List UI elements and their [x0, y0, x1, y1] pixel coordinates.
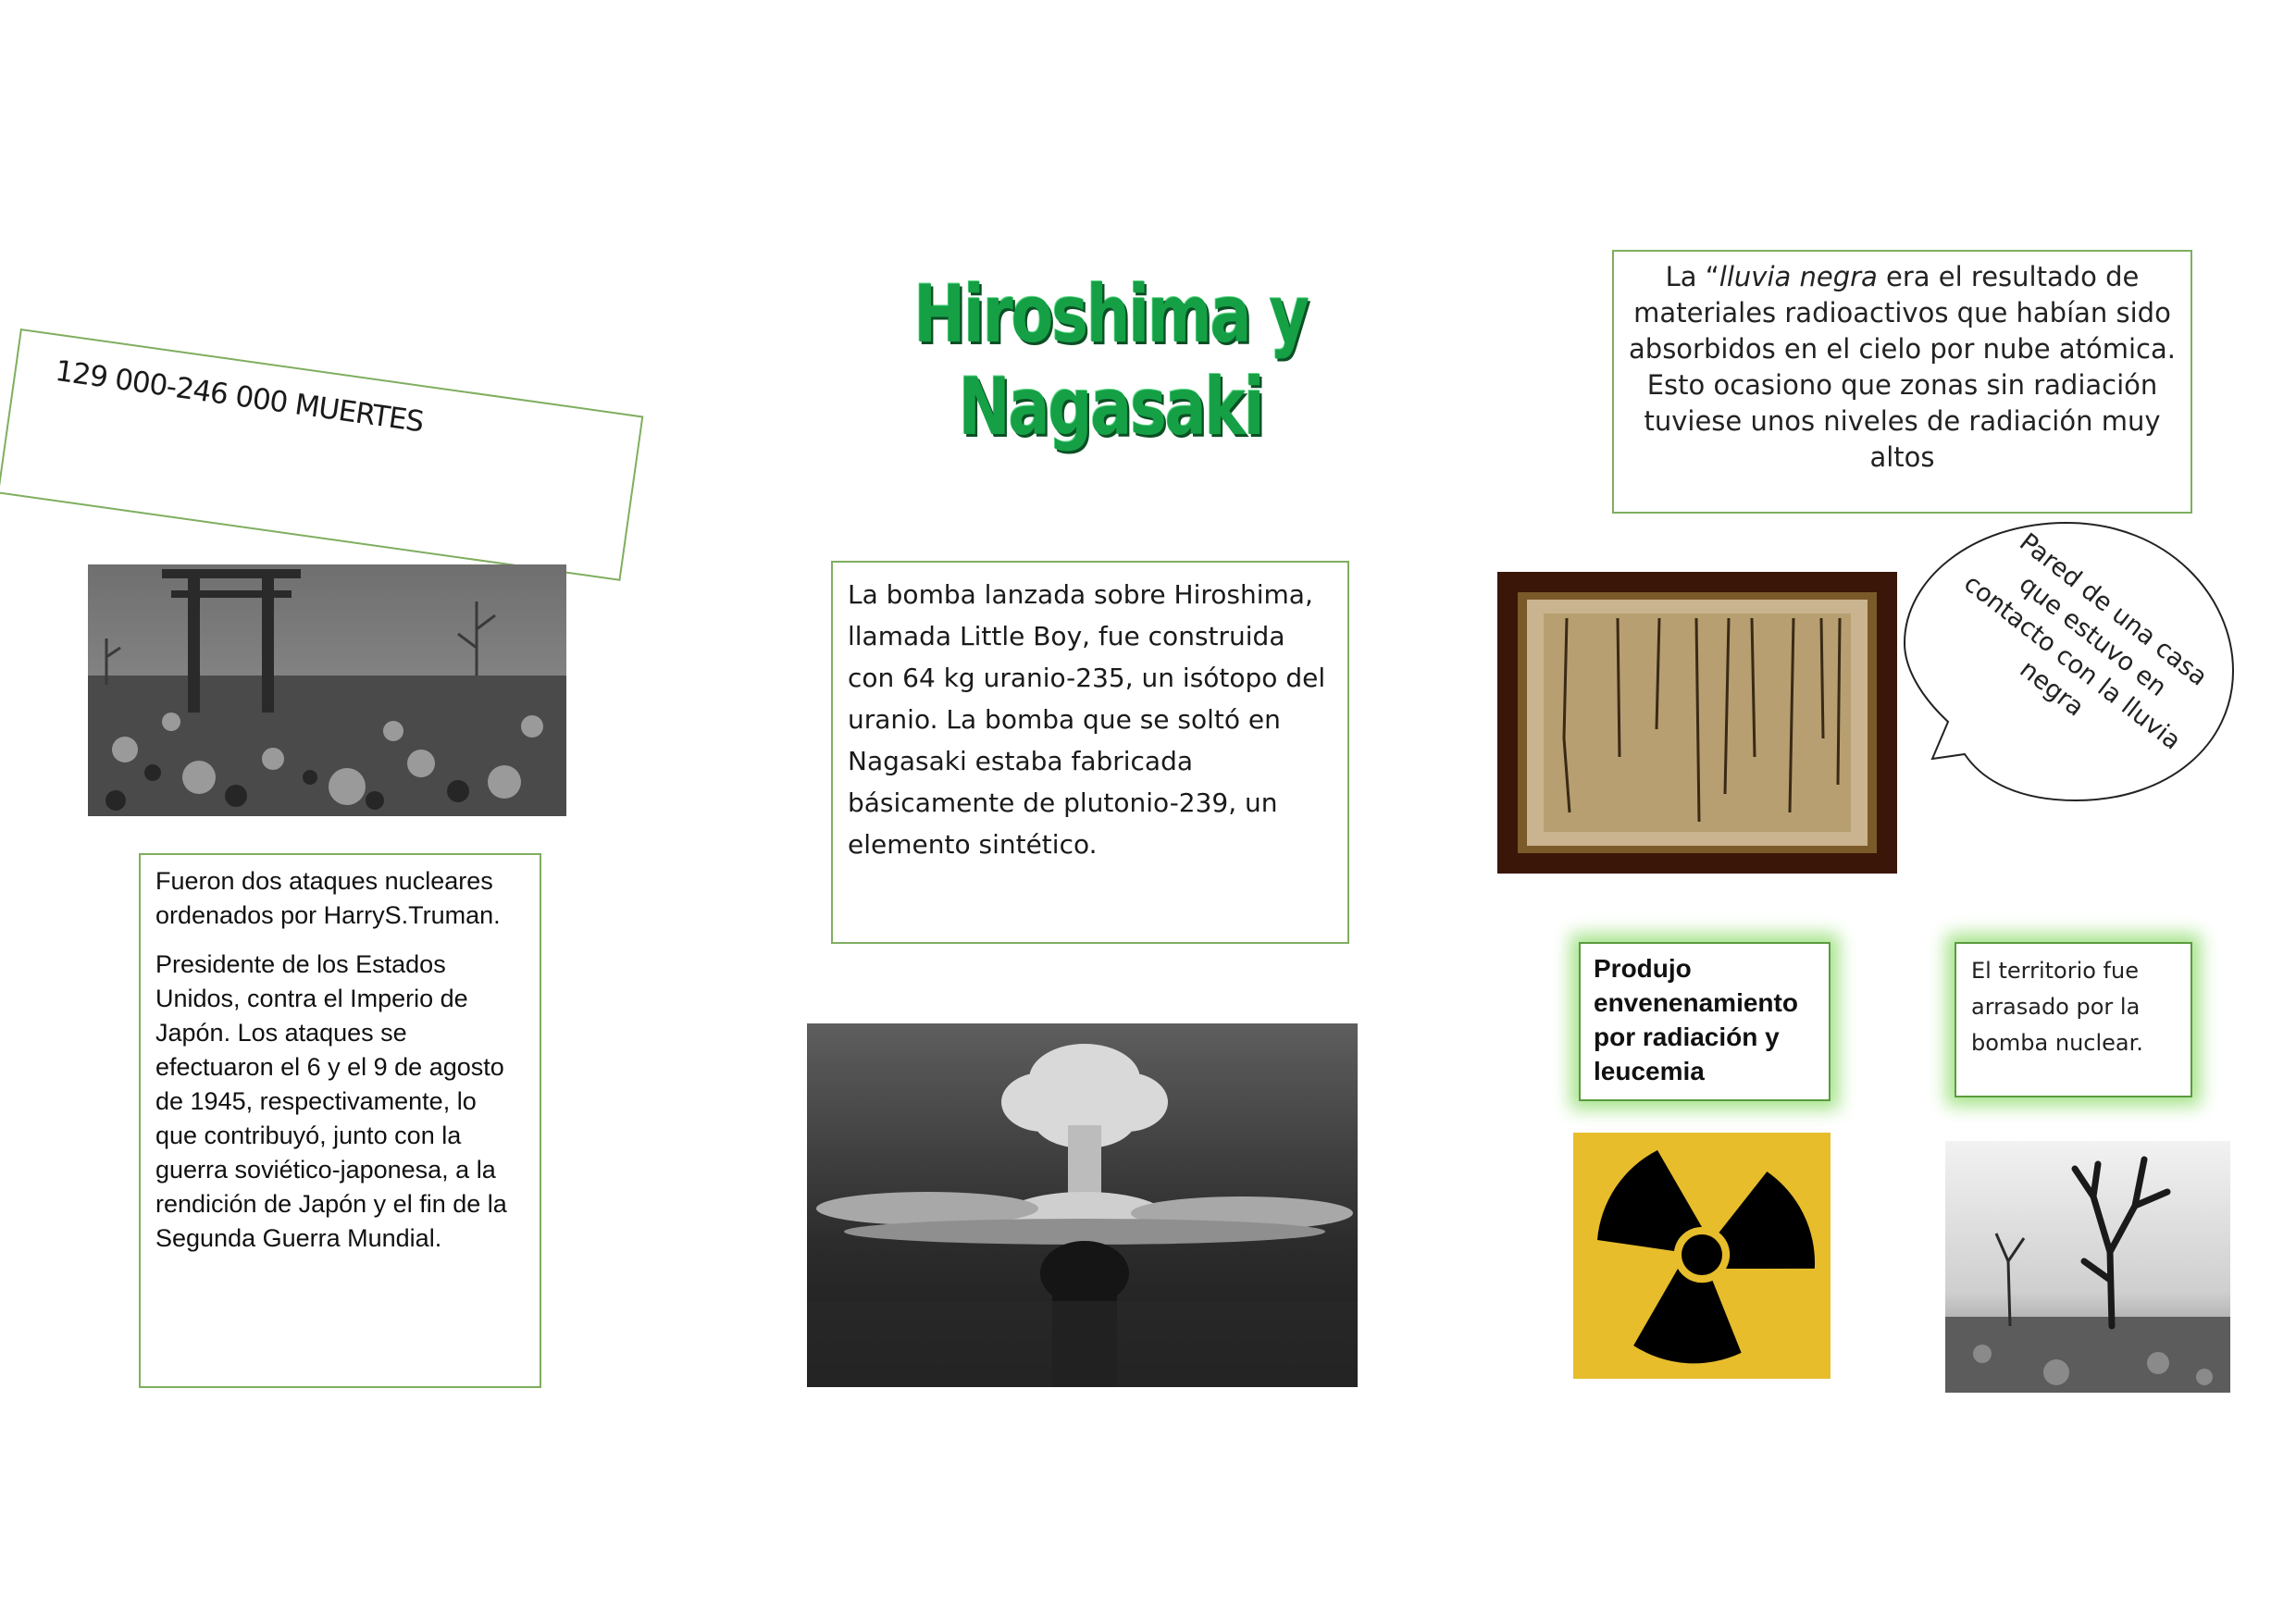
mushroom-cloud-photo [807, 1023, 1358, 1387]
attacks-paragraph-2: Presidente de los Estados Unidos, contra el Imperio de Japón. Los ataques se efectuaron el 6 y el 9 de agosto de 1945, respectivamente, lo que contribuyó, junto con la guerra soviético-japonesa, a la rendición de Japón y el fin de la Segunda Guerra Mundial. [155, 950, 507, 1252]
poisoning-box [1579, 942, 1831, 1101]
territory-box [1955, 942, 2192, 1097]
page-title: Hiroshima y Nagasaki [913, 268, 1308, 453]
bomb-info-text: La bomba lanzada sobre Hiroshima, llamada Little Boy, fue construida con 64 kg uranio-235, un isótopo del uranio. La bomba que se soltó en Nagasaki estaba fabricada básicamente de plutonio-239, un elemento sintético. [848, 579, 1326, 860]
black-rain-box [1612, 250, 2192, 514]
black-rain-emphasis: lluvia negra [1719, 261, 1878, 292]
black-rain-text: era el resultado de materiales radioactivos que habían sido absorbidos en el cielo por nube atómica. Esto ocasiono que zonas sin radiación tuviese unos niveles de radiación muy altos [1629, 261, 2176, 473]
deaths-text: 129 000-246 000 MUERTES [53, 353, 426, 440]
attacks-paragraph-1: Fueron dos ataques nucleares ordenados por HarryS.Truman. [155, 867, 501, 929]
radiation-icon [1573, 1133, 1831, 1379]
deaths-box [0, 329, 643, 581]
attacks-info-box [139, 853, 541, 1388]
bomb-info-box [831, 561, 1349, 944]
torii-gate-ruins-photo [88, 564, 566, 816]
burnt-tree-photo [1945, 1141, 2230, 1393]
black-rain-wall-photo [1497, 572, 1897, 874]
territory-text: El territorio fue arrasado por la bomba nuclear. [1971, 958, 2143, 1056]
black-rain-prefix: La “ [1665, 261, 1719, 292]
poisoning-text: Produjo envenenamiento por radiación y leucemia [1594, 954, 1798, 1085]
wall-caption: Pared de una casa que estuvo en contacto con la lluvia negra [1958, 527, 2213, 756]
